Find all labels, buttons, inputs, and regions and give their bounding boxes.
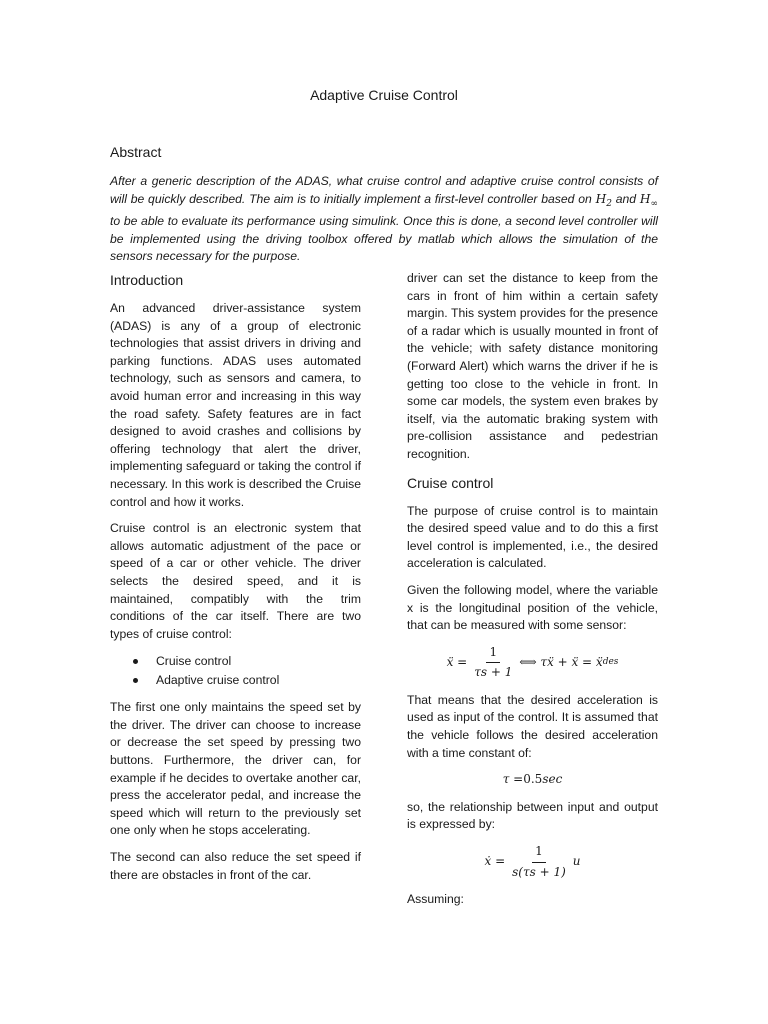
cruise-control-paragraph-3: That means that the desired acceleration is used as input of the control. It is assumed that the vehicle follows the desired acceleration with a time constant of: bbox=[407, 692, 658, 760]
introduction-paragraph-4: The second can also reduce the set speed if there are obstacles in front of the car. bbox=[110, 850, 361, 882]
list-item: Cruise control bbox=[156, 652, 361, 671]
abstract-text-part-3: to be able to evaluate its performance using simulink. Once this is done, a second level controller will be implemented using the driving toolbox offered by matlab which allows the simulation of the sensors necessary for the purpose. bbox=[110, 214, 658, 264]
equation-fraction: $\frac{1}{s(\tau s + 1)}$ bbox=[512, 844, 566, 879]
hinf-symbol: $H_\infty$ bbox=[639, 191, 658, 209]
equation-time-constant: τ = 0.5 sec bbox=[502, 772, 563, 787]
equation-fraction: $\frac{1}{\tau s + 1}$ bbox=[474, 644, 513, 680]
cruise-control-paragraph-5: Assuming: bbox=[407, 892, 464, 907]
left-column bbox=[110, 270, 361, 884]
h2-symbol: $H_2$ bbox=[595, 191, 612, 209]
list-item: Adaptive cruise control bbox=[156, 671, 361, 690]
cruise-control-paragraph-2: Given the following model, where the variable x is the longitudinal position of the vehicle, that can be measured with some sensor: bbox=[407, 582, 658, 633]
cruise-control-paragraph-4: so, the relationship between input and output is expressed by: bbox=[407, 799, 658, 832]
cruise-control-heading: Cruise control bbox=[407, 474, 494, 491]
abstract-text bbox=[110, 173, 658, 266]
introduction-paragraph-2: Cruise control is an electronic system that allows automatic adjustment of the pace or speed of a car or other vehicle. The driver selects the desired speed, and it is maintained, compatibly with the trim conditions of the car itself. There are two types of cruise control: bbox=[110, 521, 361, 641]
abstract-text-part-1: After a generic description of the ADAS, what cruise control and adaptive cruise control consists of will be quickly described. The aim is to initially implement a first-level controller based on bbox=[110, 174, 658, 206]
introduction-paragraph-1: An advanced driver-assistance system (ADAS) is any of a group of electronic technologies that assist drivers in driving and parking functions. ADAS uses automated technology, such as sensors and camera, to avoid human error and increasing in this way the road safety. Safety features are in fact designed to avoid crashes and collisions by offering technology that alert the driver, implementing safeguard or taking the control if necessary. In this work is described the Cruise control and how it works. bbox=[110, 301, 361, 509]
right-column bbox=[407, 270, 658, 918]
cruise-types-list bbox=[110, 652, 361, 690]
abstract-heading: Abstract bbox=[110, 144, 162, 160]
abstract-text-part-2: and bbox=[611, 191, 640, 206]
introduction-heading: Introduction bbox=[110, 272, 184, 288]
equation-transfer-function: ẋ = $\frac{1}{s(\tau s + 1)}$ u bbox=[407, 843, 658, 881]
document-title: Adaptive Cruise Control bbox=[310, 87, 458, 103]
introduction-paragraph-3: The first one only maintains the speed set by the driver. The driver can choose to increase or decrease the set speed by pressing two buttons. Furthermore, the driver can, for example if he decides to overtake another car, press the accelerator pedal, and increase the speed which will return to the previously set one only when he stops accelerating. bbox=[110, 700, 361, 838]
equation-model: ẍ = $\frac{1}{\tau s + 1}$ ⟺ τẍ + ẍ = ẍ des bbox=[407, 644, 658, 682]
introduction-paragraph-4-continued: driver can set the distance to keep from the cars in front of him within a certain safety margin. This system provides for the presence of a radar which is usually mounted in front of the vehicle; with safety distance monitoring (Forward Alert) which warns the driver if he is getting too close to the vehicle in front. In some car models, the system even brakes by itself, via the automatic braking system with pre-collision assistance and pedestrian recognition. bbox=[407, 271, 658, 461]
cruise-control-paragraph-1: The purpose of cruise control is to maintain the desired speed value and to do this a first level control is implemented, i.e., the desired acceleration is calculated. bbox=[407, 503, 658, 571]
